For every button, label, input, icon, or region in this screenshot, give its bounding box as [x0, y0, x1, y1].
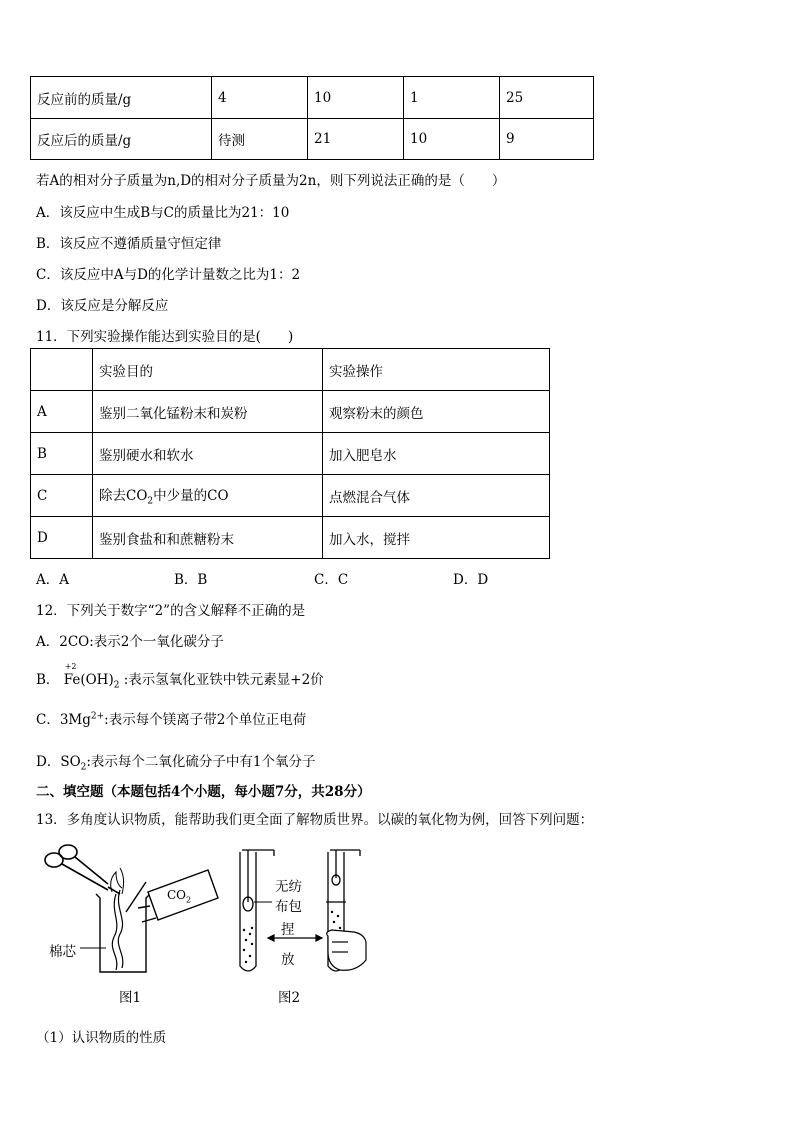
double-arrow-icon	[268, 935, 322, 941]
part-1-heading: （1）认识物质的性质	[36, 1030, 167, 1046]
valence-superscript: +2	[64, 662, 77, 671]
release-label: 放	[281, 952, 295, 968]
figure-1-illustration	[38, 842, 228, 982]
question-10-stem: 若A的相对分子质量为n,D的相对分子质量为2n，则下列说法正确的是（ ）	[36, 173, 506, 189]
answer-d: D．D	[453, 572, 489, 588]
answer-a: A．A	[36, 572, 69, 588]
table-row	[31, 517, 550, 559]
tongs-icon	[45, 845, 120, 894]
table-header-cell: 实验操作	[323, 349, 550, 391]
row-operation: 观察粉末的颜色	[323, 391, 550, 433]
table-cell: 反应前的质量/g	[31, 77, 212, 119]
purpose-text: 除去CO	[99, 488, 148, 505]
hand-icon	[327, 930, 366, 970]
figure-1-caption: 图1	[119, 990, 142, 1006]
row-key: A	[31, 391, 93, 433]
answer-c: C．C	[314, 572, 349, 588]
row-purpose: 鉴别二氧化锰粉末和炭粉	[93, 391, 323, 433]
formula	[63, 662, 120, 691]
squeeze-label: 捏	[281, 922, 295, 938]
table-cell: 25	[500, 77, 594, 119]
option-text: :表示每个镁离子带2个单位正电荷	[104, 712, 307, 728]
subscript: 2	[113, 680, 120, 691]
table-cell: 9	[500, 119, 594, 160]
table-header-row	[31, 349, 550, 391]
figure-2-illustration	[228, 842, 378, 982]
option-text: :表示氢氧化亚铁中铁元素显+2价	[123, 672, 324, 688]
bag-label-line-2: 布包	[275, 899, 302, 915]
question-11-stem: 11．下列实验操作能达到实验目的是( )	[36, 329, 294, 345]
wick	[112, 894, 117, 970]
figure-2-caption: 图2	[278, 990, 301, 1006]
purpose-text: 中少量的CO	[153, 488, 229, 505]
table-cell: 1	[404, 77, 500, 119]
question-13-stem: 13．多角度认识物质，能帮助我们更全面了解物质世界。以碳的氧化物为例，回答下列问题：	[36, 812, 594, 828]
table-header-cell: 实验目的	[93, 349, 323, 391]
table-header-cell	[31, 349, 93, 391]
table-row	[31, 475, 550, 517]
question-12-stem: 12．下列关于数字“2”的含义解释不正确的是	[36, 603, 306, 619]
row-purpose: 鉴别硬水和软水	[93, 433, 323, 475]
wick-label: 棉芯	[49, 944, 76, 960]
subscript: 2	[80, 762, 87, 773]
option-d: D．该反应是分解反应	[36, 298, 169, 314]
option-c	[36, 708, 306, 728]
option-c: C．该反应中A与D的化学计量数之比为1：2	[36, 267, 301, 283]
reaction-mass-table	[30, 76, 594, 160]
option-d	[36, 750, 316, 773]
table-cell: 10	[308, 77, 404, 119]
formula-text: Fe(OH)	[63, 672, 114, 688]
option-a: A．2CO:表示2个一氧化碳分子	[36, 634, 224, 650]
row-operation: 加入肥皂水	[323, 433, 550, 475]
option-text: :表示每个二氧化硫分子中有1个氧分子	[86, 754, 316, 770]
table-cell: 待测	[212, 119, 308, 160]
test-tube-icon	[240, 850, 274, 971]
row-purpose	[93, 475, 323, 517]
option-prefix: D．SO	[36, 754, 81, 770]
bag-label-line-1: 无纺	[275, 879, 302, 895]
table-row	[31, 391, 550, 433]
option-a: A．该反应中生成B与C的质量比为21：10	[36, 205, 290, 221]
table-row	[31, 433, 550, 475]
table-row	[31, 119, 594, 160]
table-cell: 10	[404, 119, 500, 160]
row-key: D	[31, 517, 93, 559]
table-cell: 21	[308, 119, 404, 160]
subscript: 2	[147, 496, 154, 507]
row-operation: 点燃混合气体	[323, 475, 550, 517]
table-row	[31, 77, 594, 119]
table-cell: 4	[212, 77, 308, 119]
section-heading: 二、填空题（本题包括4个小题，每小题7分，共28分）	[36, 784, 371, 800]
option-b: B．该反应不遵循质量守恒定律	[36, 236, 222, 252]
bottle-label: $CO_2$	[167, 888, 192, 905]
option-b	[36, 662, 324, 691]
row-key: C	[31, 475, 93, 517]
superscript: 2+	[90, 711, 105, 722]
row-purpose: 鉴别食盐和和蔗糖粉末	[93, 517, 323, 559]
row-operation: 加入水，搅拌	[323, 517, 550, 559]
table-cell: 反应后的质量/g	[31, 119, 212, 160]
option-prefix: C．3Mg	[36, 712, 91, 728]
option-prefix: B．	[36, 672, 60, 688]
answer-b: B．B	[174, 572, 208, 588]
row-key: B	[31, 433, 93, 475]
experiment-table	[30, 348, 550, 559]
